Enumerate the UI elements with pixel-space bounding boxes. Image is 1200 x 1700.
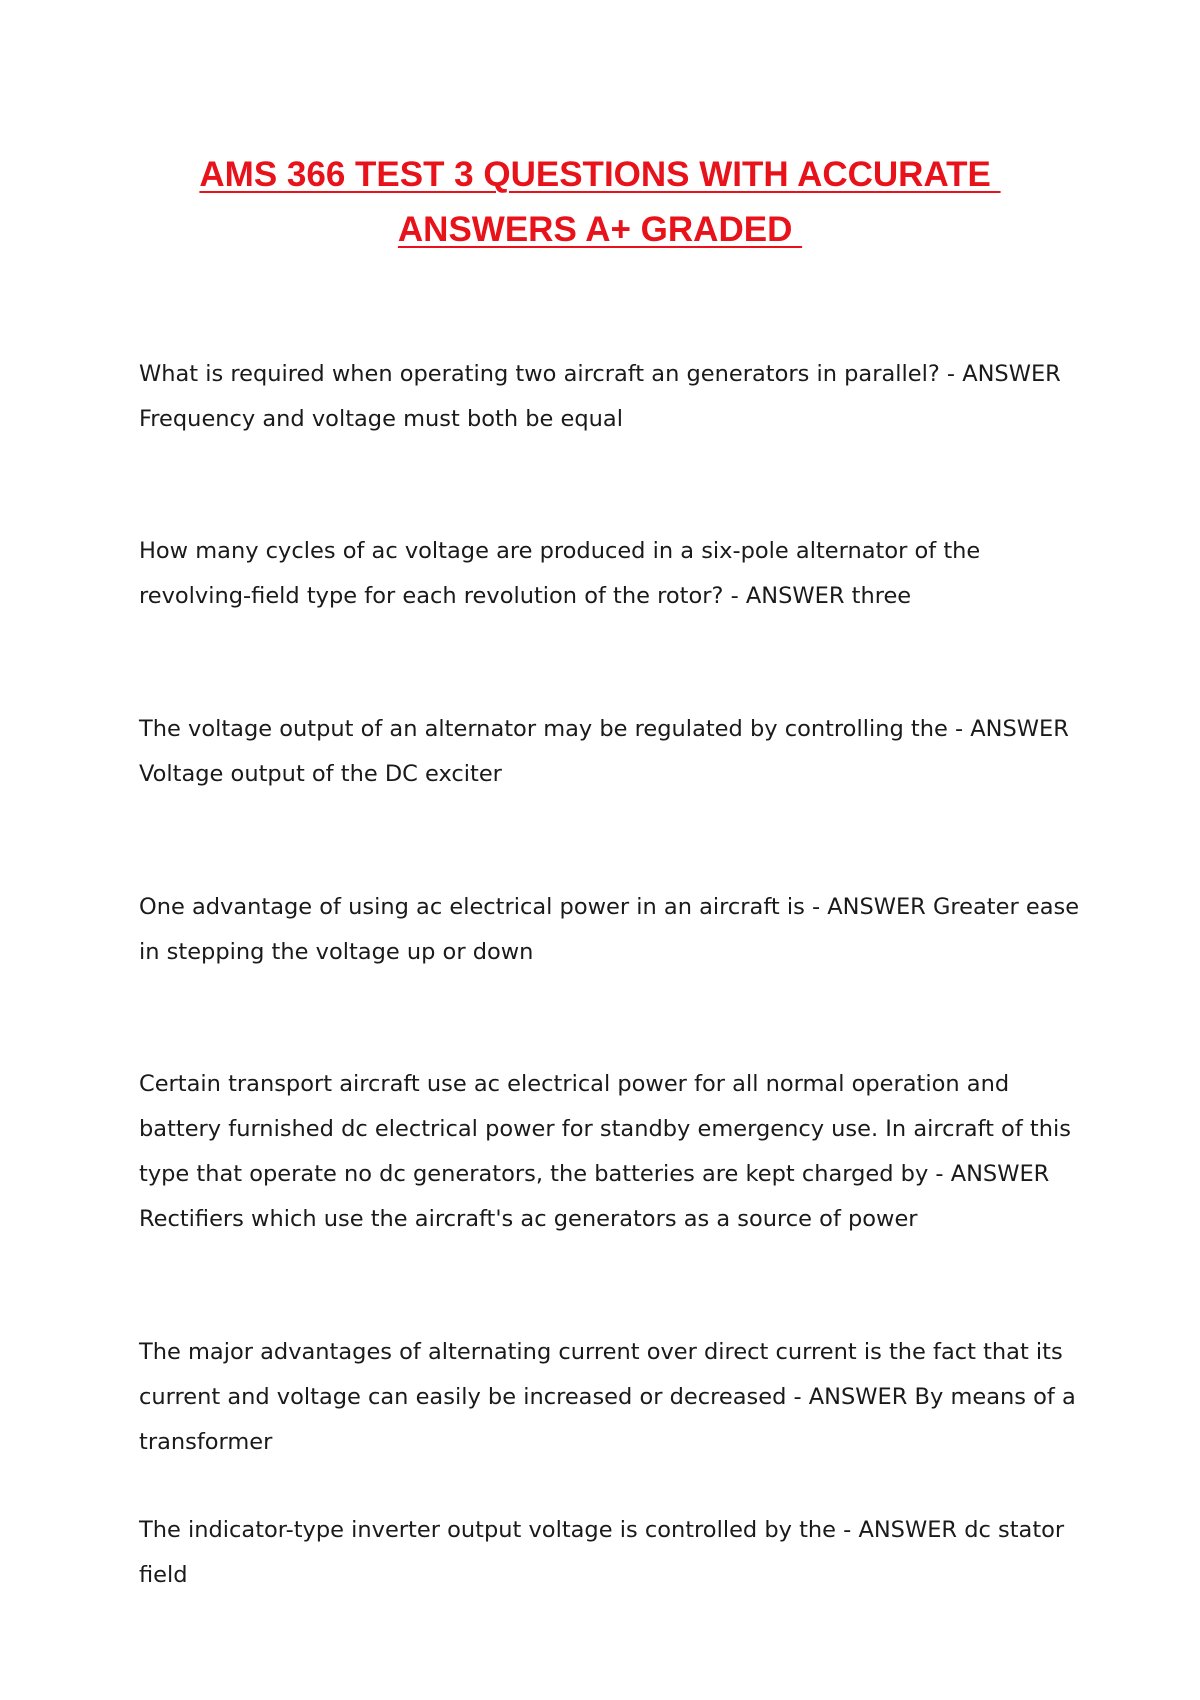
qa-item-3: The voltage output of an alternator may be regulated by controlling the - ANSWER Voltage output of the DC exciter <box>139 716 1069 787</box>
qa-item-2: How many cycles of ac voltage are produced in a six-pole alternator of the revolving-field type for each revolution of the rotor? - ANSWER three <box>139 538 981 609</box>
qa-item-1: What is required when operating two aircraft an generators in parallel? - ANSWER Frequency and voltage must both be equal <box>139 361 1061 432</box>
qa-item-4: One advantage of using ac electrical power in an aircraft is - ANSWER Greater ease in stepping the voltage up or down <box>139 894 1080 965</box>
qa-item-6: The major advantages of alternating current over direct current is the fact that its current and voltage can easily be increased or decreased - ANSWER By means of a transformer <box>139 1339 1076 1455</box>
qa-item-5: Certain transport aircraft use ac electrical power for all normal operation and battery furnished dc electrical power for standby emergency use. In aircraft of this type that operate no dc generators, the batteries are kept charged by - ANSWER Rectifiers which use the aircraft's ac generators as a source of power <box>139 1071 1071 1232</box>
title-text-1: AMS 366 TEST 3 QUESTIONS WITH ACCURATE <box>199 155 1001 194</box>
title-text-2: ANSWERS A+ GRADED <box>397 210 803 249</box>
document-title-line-1 <box>0 155 1200 195</box>
document-title-line-2 <box>0 210 1200 250</box>
qa-item-7: The indicator-type inverter output voltage is controlled by the - ANSWER dc stator field <box>139 1517 1065 1588</box>
